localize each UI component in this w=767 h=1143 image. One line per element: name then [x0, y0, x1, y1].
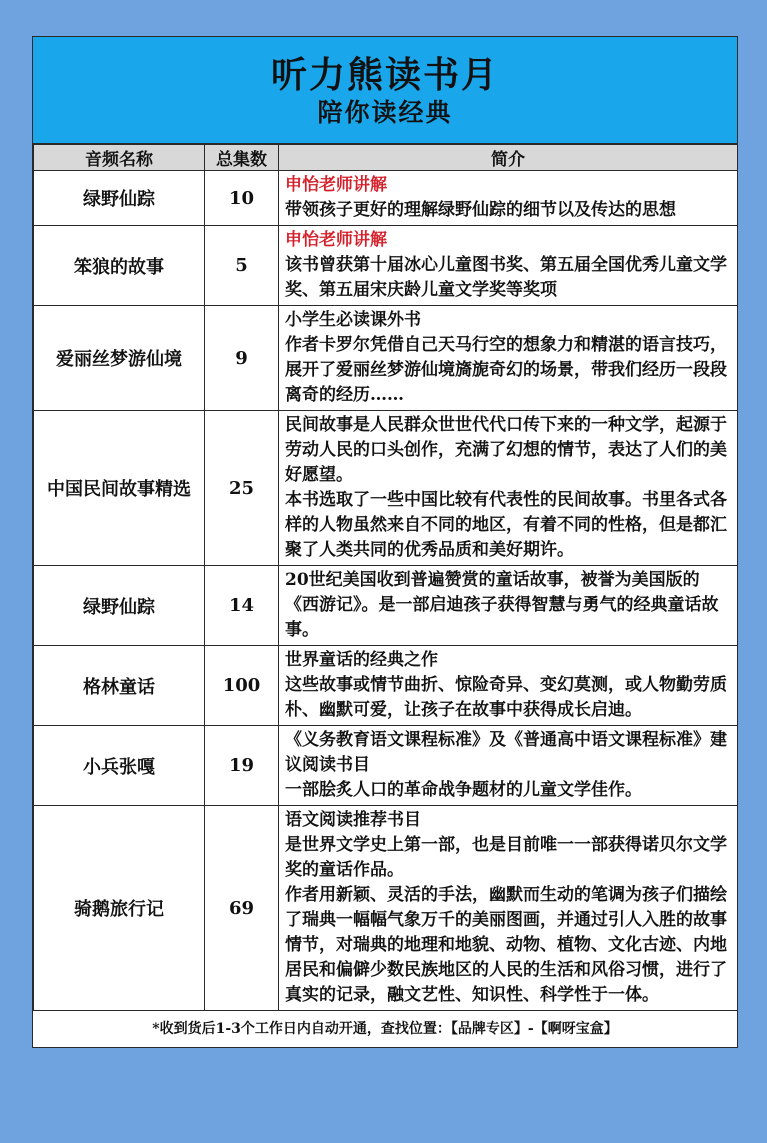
- column-header-desc: 简介: [279, 145, 738, 171]
- audio-name: 笨狼的故事: [34, 226, 205, 306]
- lecturer-tag: 申怡老师讲解: [285, 175, 387, 195]
- description-line: 是世界文学史上第一部，也是目前唯一一部获得诺贝尔文学奖的童话作品。: [285, 835, 727, 880]
- audio-description: [279, 171, 738, 226]
- episode-count: 9: [205, 306, 279, 411]
- description-line: 《义务教育语文课程标准》及《普通高中语文课程标准》建议阅读书目: [285, 730, 727, 775]
- audio-name: 格林童话: [34, 646, 205, 726]
- audio-name: 中国民间故事精选: [34, 411, 205, 566]
- table-row[interactable]: [34, 646, 738, 726]
- table-row[interactable]: [34, 726, 738, 806]
- table-row[interactable]: [34, 171, 738, 226]
- audio-name: 绿野仙踪: [34, 566, 205, 646]
- audio-description: [279, 306, 738, 411]
- episode-count: 19: [205, 726, 279, 806]
- audio-name: 小兵张嘎: [34, 726, 205, 806]
- table-row[interactable]: [34, 306, 738, 411]
- table-row[interactable]: [34, 226, 738, 306]
- description-line: 一部脍炙人口的革命战争题材的儿童文学佳作。: [285, 780, 642, 800]
- description-line: 本书选取了一些中国比较有代表性的民间故事。书里各式各样的人物虽然来自不同的地区，有着不同的性格，但是都汇聚了人类共同的优秀品质和美好期许。: [285, 490, 727, 560]
- episode-count: 69: [205, 806, 279, 1011]
- description-line: 带领孩子更好的理解绿野仙踪的细节以及传达的思想: [285, 200, 676, 220]
- catalog-sheet: [32, 36, 738, 1048]
- description-line: 世界童话的经典之作: [285, 650, 438, 670]
- header-banner: [33, 37, 737, 144]
- table-row[interactable]: [34, 411, 738, 566]
- audio-description: [279, 806, 738, 1011]
- description-line: 这些故事或情节曲折、惊险奇异、变幻莫测，或人物勤劳质朴、幽默可爱，让孩子在故事中获得成长启迪。: [285, 675, 727, 720]
- column-header-name: 音频名称: [34, 145, 205, 171]
- table-row[interactable]: [34, 566, 738, 646]
- audio-description: [279, 566, 738, 646]
- episode-count: 5: [205, 226, 279, 306]
- table-header-row: [34, 145, 738, 171]
- column-header-count: 总集数: [205, 145, 279, 171]
- episode-count: 100: [205, 646, 279, 726]
- description-line: 小学生必读课外书: [285, 310, 421, 330]
- episode-count: 14: [205, 566, 279, 646]
- table-row[interactable]: [34, 806, 738, 1011]
- description-line: 民间故事是人民群众世世代代口传下来的一种文学，起源于劳动人民的口头创作，充满了幻想的情节，表达了人们的美好愿望。: [285, 415, 727, 485]
- footer-note: *收到货后1-3个工作日内自动开通，查找位置：【品牌专区】-【啊呀宝盒】: [152, 1021, 618, 1037]
- page-title: 听力熊读书月: [270, 54, 499, 96]
- description-line: 语文阅读推荐书目: [285, 810, 421, 830]
- audio-name: 爱丽丝梦游仙境: [34, 306, 205, 411]
- audio-name: 骑鹅旅行记: [34, 806, 205, 1011]
- audio-description: [279, 226, 738, 306]
- audio-description: [279, 411, 738, 566]
- audio-description: [279, 646, 738, 726]
- episode-count: 25: [205, 411, 279, 566]
- description-line: 作者用新颖、灵活的手法，幽默而生动的笔调为孩子们描绘了瑞典一幅幅气象万千的美丽图画，并通过引人入胜的故事情节，对瑞典的地理和地貌、动物、植物、文化古迹、内地居民和偏僻少数民族地区的人民的生活和风俗习惯，进行了真实的记录，融文艺性、知识性、科学性于一体。: [285, 885, 727, 1005]
- lecturer-tag: 申怡老师讲解: [285, 230, 387, 250]
- audio-table: [33, 144, 738, 1011]
- description-line: 作者卡罗尔凭借自己天马行空的想象力和精湛的语言技巧，展开了爱丽丝梦游仙境旖旎奇幻的场景，带我们经历一段段离奇的经历……: [285, 335, 727, 405]
- page-subtitle: 陪你读经典: [317, 98, 453, 127]
- description-line: 20世纪美国收到普遍赞赏的童话故事，被誉为美国版的《西游记》。是一部启迪孩子获得智慧与勇气的经典童话故事。: [285, 570, 719, 640]
- description-line: 该书曾获第十届冰心儿童图书奖、第五届全国优秀儿童文学奖、第五届宋庆龄儿童文学奖等奖项: [285, 255, 727, 300]
- audio-description: [279, 726, 738, 806]
- episode-count: 10: [205, 171, 279, 226]
- audio-name: 绿野仙踪: [34, 171, 205, 226]
